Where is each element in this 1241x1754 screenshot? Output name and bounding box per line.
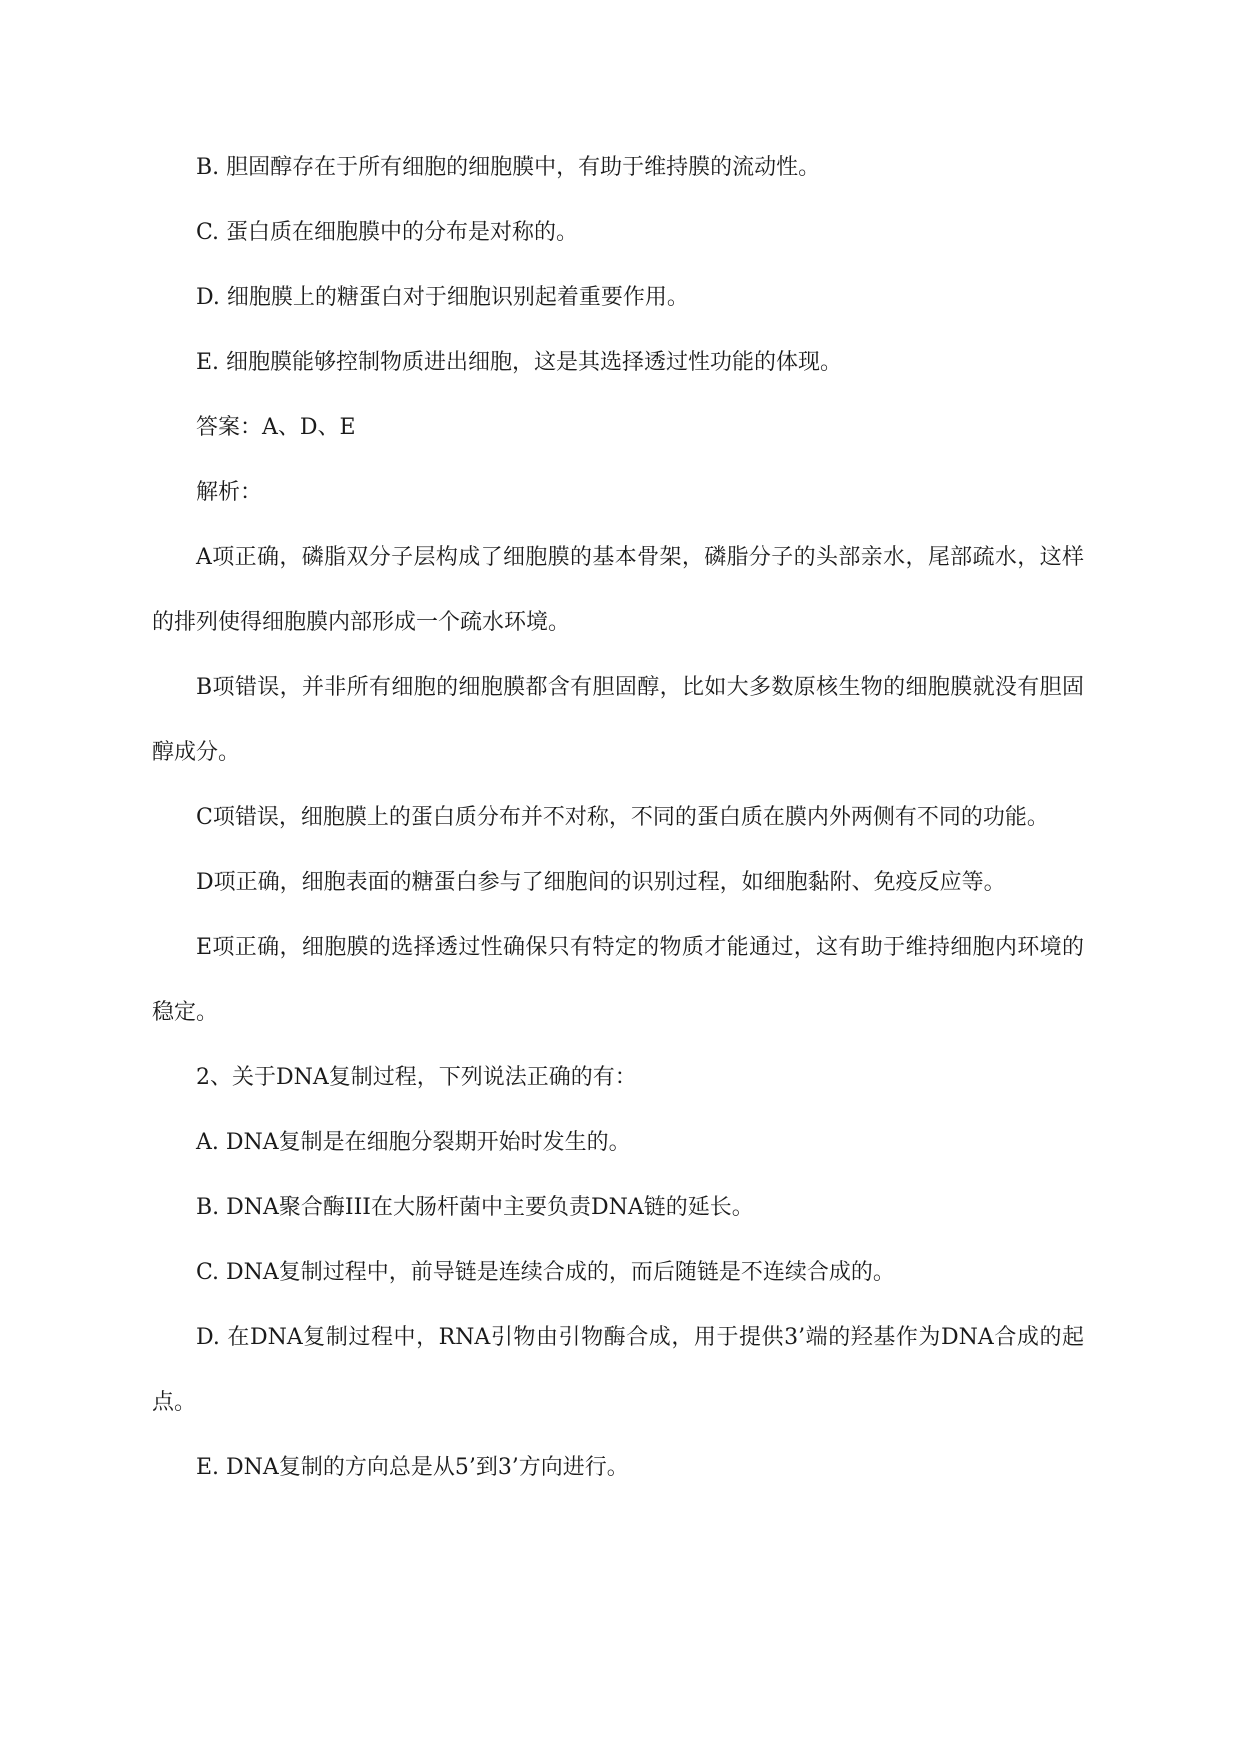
q1-option-c: C. 蛋白质在细胞膜中的分布是对称的。 bbox=[196, 220, 579, 245]
q1-option-d: D. 细胞膜上的糖蛋白对于细胞识别起着重要作用。 bbox=[196, 285, 689, 310]
q1-analysis-d: D项正确，细胞表面的糖蛋白参与了细胞间的识别过程，如细胞黏附、免疫反应等。 bbox=[196, 870, 1006, 895]
q2-option-e: E. DNA复制的方向总是从5’到3’方向进行。 bbox=[196, 1455, 629, 1480]
q1-analysis-heading: 解析： bbox=[196, 480, 263, 505]
q1-answer: 答案：A、D、E bbox=[196, 415, 356, 440]
q1-option-b: B. 胆固醇存在于所有细胞的细胞膜中，有助于维持膜的流动性。 bbox=[196, 155, 821, 180]
q1-analysis-c: C项错误，细胞膜上的蛋白质分布并不对称，不同的蛋白质在膜内外两侧有不同的功能。 bbox=[196, 805, 1049, 830]
q1-option-e: E. 细胞膜能够控制物质进出细胞，这是其选择透过性功能的体现。 bbox=[196, 350, 843, 375]
q1-analysis-a: A项正确，磷脂双分子层构成了细胞膜的基本骨架，磷脂分子的头部亲水，尾部疏水，这样的排列使得细胞膜内部形成一个疏水环境。 bbox=[152, 545, 1084, 635]
q2-option-a: A. DNA复制是在细胞分裂期开始时发生的。 bbox=[196, 1130, 631, 1155]
page-content bbox=[152, 135, 1084, 1500]
q2-stem: 2、关于DNA复制过程，下列说法正确的有： bbox=[196, 1065, 637, 1090]
q1-analysis-e: E项正确，细胞膜的选择透过性确保只有特定的物质才能通过，这有助于维持细胞内环境的稳定。 bbox=[152, 935, 1084, 1025]
q1-analysis-b: B项错误，并非所有细胞的细胞膜都含有胆固醇，比如大多数原核生物的细胞膜就没有胆固醇成分。 bbox=[152, 675, 1084, 765]
q2-option-b: B. DNA聚合酶III在大肠杆菌中主要负责DNA链的延长。 bbox=[196, 1195, 754, 1220]
q2-option-c: C. DNA复制过程中，前导链是连续合成的，而后随链是不连续合成的。 bbox=[196, 1260, 895, 1285]
q2-option-d: D. 在DNA复制过程中，RNA引物由引物酶合成，用于提供3’端的羟基作为DNA合成的起点。 bbox=[152, 1325, 1084, 1415]
